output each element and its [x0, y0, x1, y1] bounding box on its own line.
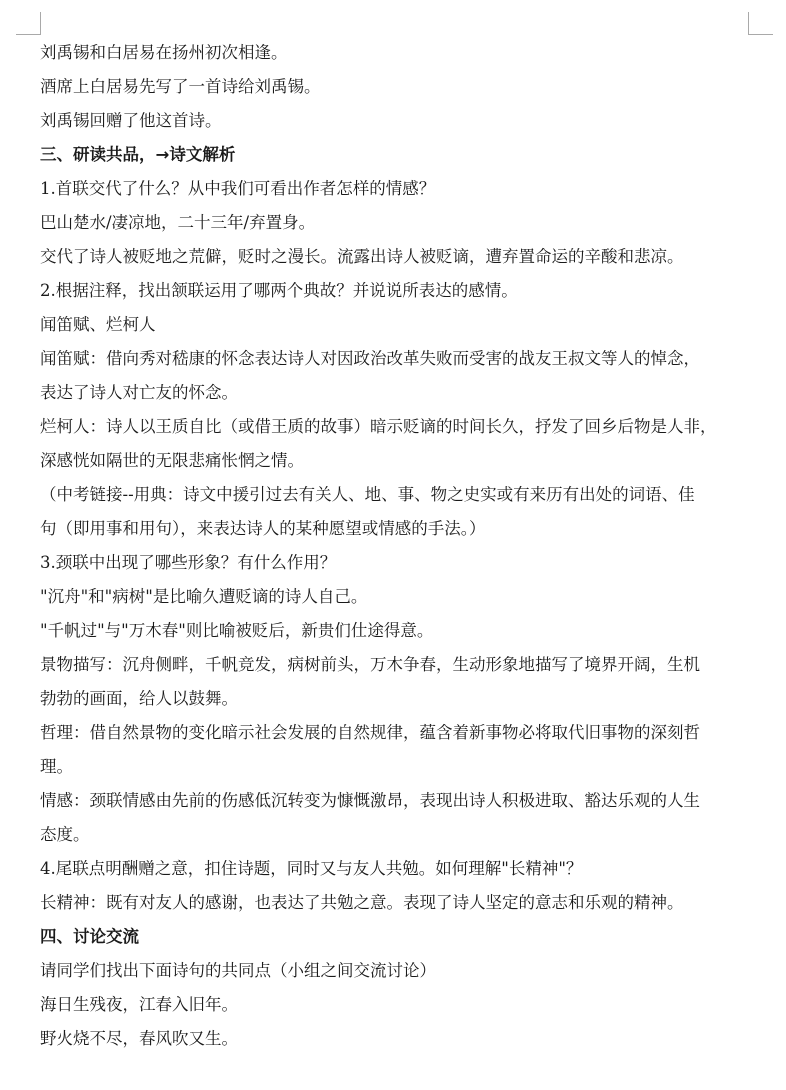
text-line: 深感恍如隔世的无限悲痛怅惘之情。	[40, 451, 304, 470]
text-line: "千帆过"与"万木春"则比喻被贬后，新贵们仕途得意。	[40, 621, 434, 640]
text-line: 巴山楚水/凄凉地，二十三年/弃置身。	[40, 213, 316, 232]
text-line: "沉舟"和"病树"是比喻久遭贬谪的诗人自己。	[40, 587, 368, 606]
section-heading: 三、研读共品，→诗文解析	[40, 145, 236, 164]
text-line: 表达了诗人对亡友的怀念。	[40, 383, 238, 402]
page-corner-mark-top-right	[748, 12, 773, 35]
question-line: 3.颈联中出现了哪些形象？有什么作用？	[40, 553, 337, 572]
document-body	[40, 36, 752, 1056]
text-line: 勃勃的画面，给人以鼓舞。	[40, 689, 238, 708]
text-line: 情感：颈联情感由先前的伤感低沉转变为慷慨激昂，表现出诗人积极进取、豁达乐观的人生	[40, 791, 700, 810]
question-line: 2.根据注释，找出颔联运用了哪两个典故？并说说所表达的感情。	[40, 281, 518, 300]
text-line: 刘禹锡和白居易在扬州初次相逢。	[40, 43, 288, 62]
text-line: 交代了诗人被贬地之荒僻，贬时之漫长。流露出诗人被贬谪，遭弃置命运的辛酸和悲凉。	[40, 247, 684, 266]
poem-line: 海日生残夜，江春入旧年。	[40, 995, 238, 1014]
text-line: 刘禹锡回赠了他这首诗。	[40, 111, 222, 130]
text-line: 长精神：既有对友人的感谢，也表达了共勉之意。表现了诗人坚定的意志和乐观的精神。	[40, 893, 684, 912]
poem-line: 野火烧不尽，春风吹又生。	[40, 1029, 238, 1048]
text-line: 闻笛赋：借向秀对嵇康的怀念表达诗人对因政治改革失败而受害的战友王叔文等人的悼念，	[40, 349, 700, 368]
question-line: 4.尾联点明酬赠之意，扣住诗题，同时又与友人共勉。如何理解"长精神"？	[40, 859, 583, 878]
page-corner-mark-top-left	[16, 12, 41, 35]
text-line: （中考链接--用典：诗文中援引过去有关人、地、事、物之史实或有来历有出处的词语、佳	[40, 485, 695, 504]
text-line: 句（即用事和用句），来表达诗人的某种愿望或情感的手法。）	[40, 519, 486, 538]
text-line: 烂柯人：诗人以王质自比（或借王质的故事）暗示贬谪的时间长久，抒发了回乡后物是人非，	[40, 417, 717, 436]
question-line: 1.首联交代了什么？从中我们可看出作者怎样的情感？	[40, 179, 436, 198]
text-line: 哲理：借自然景物的变化暗示社会发展的自然规律，蕴含着新事物必将取代旧事物的深刻哲	[40, 723, 700, 742]
section-heading: 四、讨论交流	[40, 927, 139, 946]
text-line: 态度。	[40, 825, 90, 844]
text-line: 理。	[40, 757, 73, 776]
text-line: 景物描写：沉舟侧畔，千帆竞发，病树前头，万木争春，生动形象地描写了境界开阔，生机	[40, 655, 700, 674]
text-line: 请同学们找出下面诗句的共同点（小组之间交流讨论）	[40, 961, 436, 980]
text-line: 酒席上白居易先写了一首诗给刘禹锡。	[40, 77, 321, 96]
text-line: 闻笛赋、烂柯人	[40, 315, 156, 334]
